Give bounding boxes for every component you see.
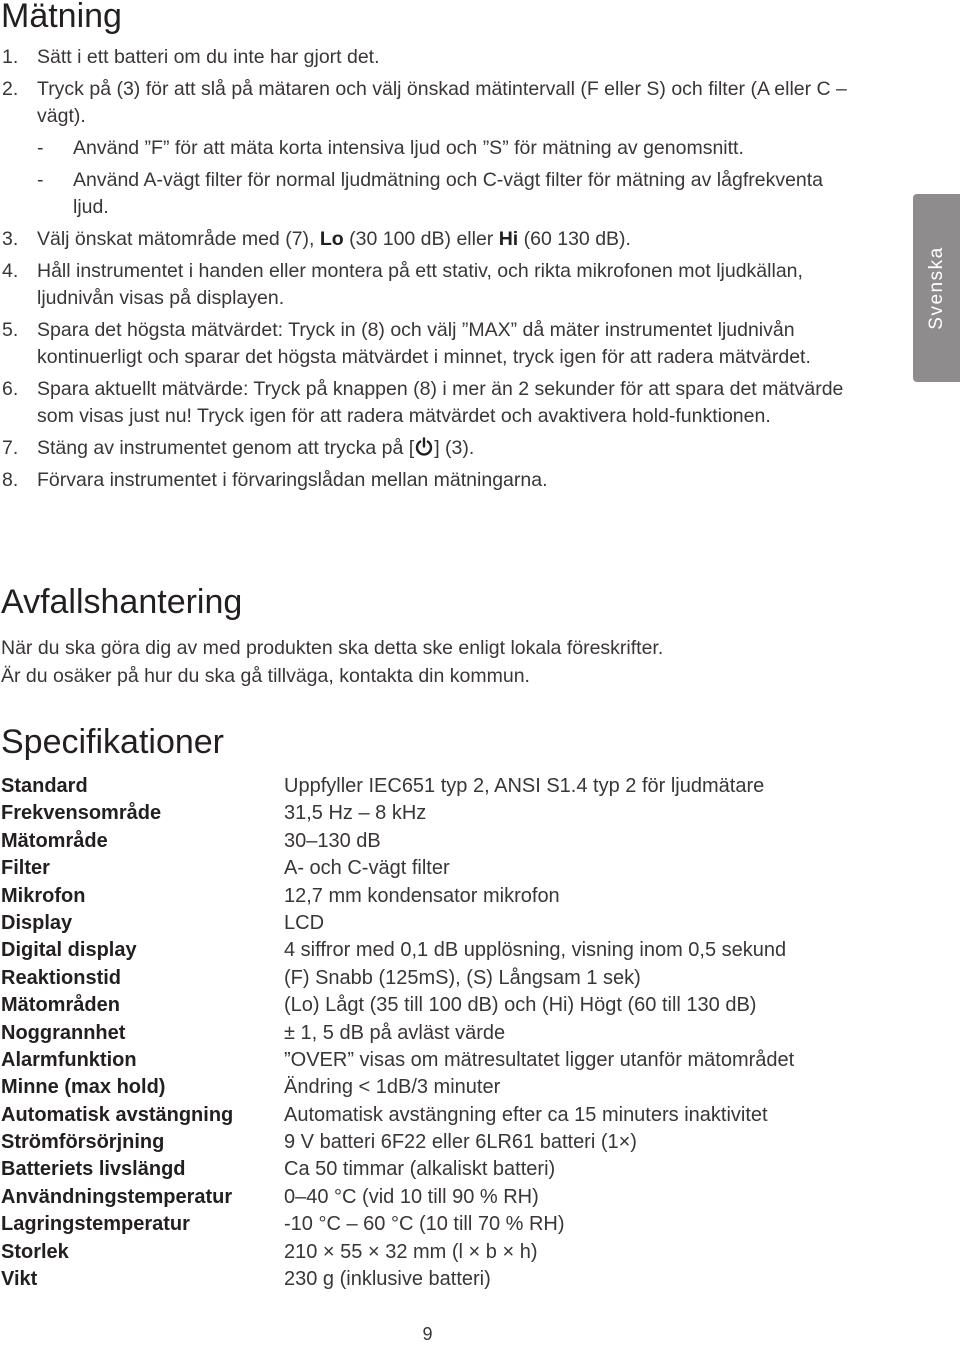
spec-key: Strömförsörjning <box>1 1131 165 1154</box>
step-number: 8. <box>2 469 19 491</box>
spec-value: Uppfyller IEC651 typ 2, ANSI S1.4 typ 2 för ljudmätare <box>284 775 765 797</box>
specifications-table <box>1 773 901 1293</box>
step-text: Använd ”F” för att mäta korta intensiva ljud och ”S” för mätning av genomsnitt. <box>73 137 744 159</box>
specifications-heading: Specifikationer <box>1 723 225 761</box>
spec-value: ”OVER” visas om mätresultatet ligger utanför mätområdet <box>284 1048 795 1071</box>
spec-value: 230 g (inklusive batteri) <box>284 1268 491 1291</box>
spec-key: Digital display <box>1 939 137 962</box>
spec-key: Mätområden <box>1 994 120 1017</box>
spec-value: 31,5 Hz – 8 kHz <box>284 802 427 825</box>
table-row <box>1 1211 901 1238</box>
spec-value: Ändring < 1dB/3 minuter <box>284 1076 501 1099</box>
spec-key: Användningstemperatur <box>1 1185 233 1208</box>
spec-key: Reaktionstid <box>1 966 122 989</box>
spec-value: Ca 50 timmar (alkaliskt batteri) <box>284 1158 556 1181</box>
step-text-part: Stäng av instrumentet genom att trycka på [ <box>37 437 415 459</box>
list-item <box>0 76 860 130</box>
spec-key: Minne (max hold) <box>1 1076 166 1099</box>
step-number: 7. <box>2 437 19 459</box>
list-item <box>0 467 860 494</box>
spec-key: Storlek <box>1 1240 69 1263</box>
table-row <box>1 1047 901 1074</box>
spec-key: Batteriets livslängd <box>1 1158 186 1181</box>
table-row <box>1 1184 901 1211</box>
step-text: Tryck på (3) för att slå på mätaren och välj önskad mätintervall (F eller S) och filter (A eller C –vägt). <box>37 78 847 127</box>
spec-value: 12,7 mm kondensator mikrofon <box>284 884 560 907</box>
spec-key: Filter <box>1 857 50 880</box>
table-row <box>1 1074 901 1101</box>
step-text-part: ] (3). <box>434 437 475 459</box>
disposal-line: När du ska göra dig av med produkten ska detta ske enligt lokala föreskrifter. <box>1 637 664 659</box>
spec-key: Automatisk avstängning <box>1 1103 234 1126</box>
spec-key: Mikrofon <box>1 884 86 907</box>
measuring-heading: Mätning <box>1 0 122 35</box>
table-row <box>1 1129 901 1156</box>
table-row <box>1 1266 901 1293</box>
language-tab <box>913 194 960 382</box>
list-item <box>0 317 860 371</box>
step-number: 4. <box>2 260 19 282</box>
table-row <box>1 1239 901 1266</box>
list-item <box>0 135 860 162</box>
power-icon <box>415 437 433 457</box>
table-row <box>1 1156 901 1183</box>
table-row <box>1 965 901 992</box>
spec-key: Mätområde <box>1 829 108 852</box>
table-row <box>1 828 901 855</box>
spec-value: 30–130 dB <box>284 829 381 852</box>
spec-value: 0–40 °C (vid 10 till 90 % RH) <box>284 1185 539 1208</box>
disposal-text <box>1 634 663 690</box>
step-text: Sätt i ett batteri om du inte har gjort det. <box>37 46 380 68</box>
list-item <box>0 435 860 462</box>
list-item <box>0 167 860 221</box>
language-tab-label: Svenska <box>925 246 947 330</box>
spec-key: Frekvensområde <box>1 802 162 825</box>
step-number: 2. <box>2 78 19 100</box>
step-number: 6. <box>2 378 19 400</box>
table-row <box>1 910 901 937</box>
table-row <box>1 773 901 800</box>
step-text: Använd A-vägt filter för normal ljudmätning och C-vägt filter för mätning av lågfrekventa ljud. <box>73 169 824 218</box>
table-row <box>1 937 901 964</box>
spec-value: LCD <box>284 911 325 934</box>
step-number: 3. <box>2 228 19 250</box>
step-number: 5. <box>2 319 19 341</box>
spec-key: Standard <box>1 775 88 797</box>
step-text-part: (60 130 dB). <box>518 228 631 250</box>
step-text: Spara det högsta mätvärdet: Tryck in (8) och välj ”MAX” då mäter instrumentet ljudnivån kontinuerligt och sparar det högsta mätvärdet i minnet, tryck igen för att radera mätvärdet. <box>37 319 811 368</box>
step-text-part: Välj önskat mätområde med (7), <box>37 228 320 250</box>
spec-value: 210 × 55 × 32 mm (l × b × h) <box>284 1240 538 1263</box>
table-row <box>1 1020 901 1047</box>
step-text: Förvara instrumentet i förvaringslådan mellan mätningarna. <box>37 469 548 491</box>
table-row <box>1 883 901 910</box>
disposal-line: Är du osäker på hur du ska gå tillväga, kontakta din kommun. <box>1 665 530 687</box>
spec-key: Alarmfunktion <box>1 1048 137 1071</box>
spec-value: ± 1, 5 dB på avläst värde <box>284 1021 506 1044</box>
step-text-part: (30 100 dB) eller <box>343 228 499 250</box>
spec-value: -10 °C – 60 °C (10 till 70 % RH) <box>284 1213 565 1236</box>
page-number: 9 <box>422 1324 433 1344</box>
spec-key: Vikt <box>1 1268 38 1291</box>
spec-value: 4 siffror med 0,1 dB upplösning, visning inom 0,5 sekund <box>284 939 787 962</box>
table-row <box>1 1102 901 1129</box>
spec-value: A- och C-vägt filter <box>284 857 450 880</box>
dash-marker: - <box>37 169 44 191</box>
list-item <box>0 226 860 253</box>
spec-key: Noggrannhet <box>1 1021 126 1044</box>
lo-range-label: Lo <box>319 228 344 250</box>
step-text: Spara aktuellt mätvärde: Tryck på knappen (8) i mer än 2 sekunder för att spara det mätvärde som visas just nu! Tryck igen för att radera mätvärdet och avaktivera hold-funktionen. <box>37 378 844 427</box>
table-row <box>1 800 901 827</box>
step-text: Håll instrumentet i handen eller montera på ett stativ, och rikta mikrofonen mot ljudkällan, ljudnivån visas på displayen. <box>37 260 803 309</box>
measuring-steps <box>0 44 860 499</box>
list-item <box>0 258 860 312</box>
spec-value: (Lo) Lågt (35 till 100 dB) och (Hi) Högt (60 till 130 dB) <box>284 994 757 1017</box>
dash-marker: - <box>37 137 44 159</box>
step-number: 1. <box>2 46 19 68</box>
table-row <box>1 992 901 1019</box>
spec-key: Display <box>1 911 73 934</box>
disposal-heading: Avfallshantering <box>1 583 243 621</box>
list-item <box>0 376 860 430</box>
list-item <box>0 44 860 71</box>
table-row <box>1 855 901 882</box>
spec-value: (F) Snabb (125mS), (S) Långsam 1 sek) <box>284 966 641 989</box>
hi-range-label: Hi <box>498 228 519 250</box>
spec-value: Automatisk avstängning efter ca 15 minuters inaktivitet <box>284 1103 768 1126</box>
spec-value: 9 V batteri 6F22 eller 6LR61 batteri (1×) <box>284 1131 637 1154</box>
spec-key: Lagringstemperatur <box>1 1213 190 1236</box>
